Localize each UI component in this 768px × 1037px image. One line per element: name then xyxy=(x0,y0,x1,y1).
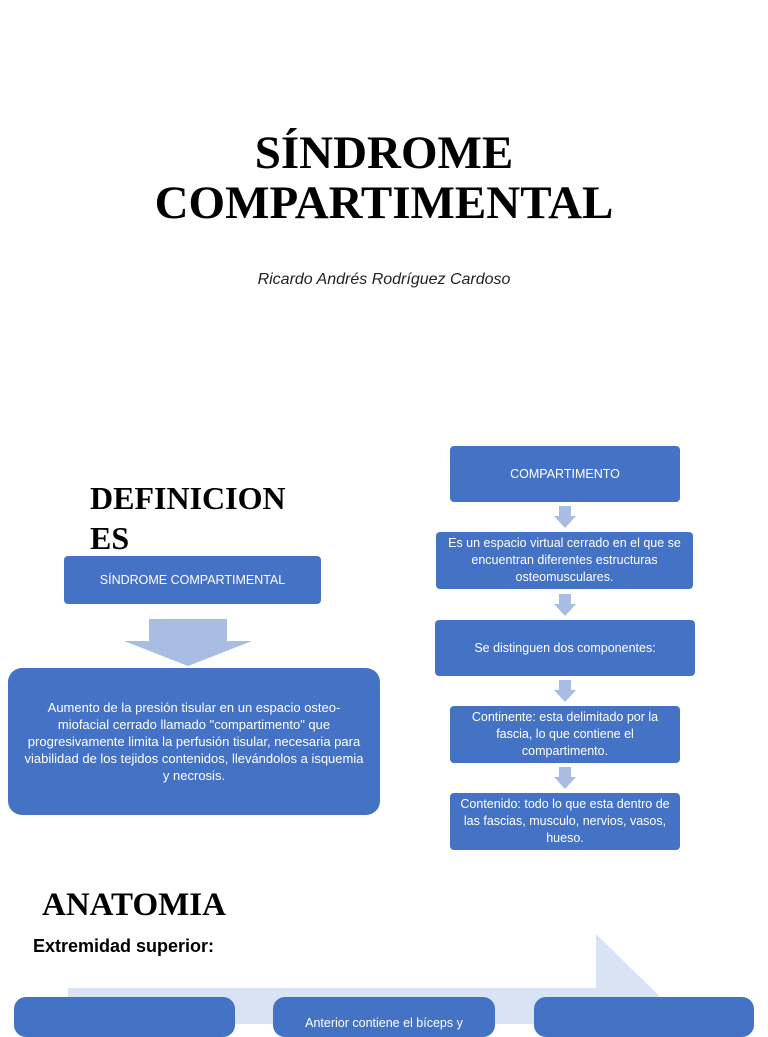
title-line-1: SÍNDROME xyxy=(254,127,514,179)
extremidad-superior-subheading: Extremidad superior: xyxy=(33,936,215,956)
definiciones-heading xyxy=(90,478,286,558)
compartimento-label: COMPARTIMENTO xyxy=(510,466,620,481)
sindrome-definition-text: Aumento de la presión tisular en un espacio osteo-miofacial cerrado llamado "compartimento" que progresivamente limita la perfusión tisular, necesaria para viabilidad de los tejidos contenidos, llevándolos a isquemia y necrosis. xyxy=(24,700,364,783)
continente-box xyxy=(450,706,680,763)
contenido-box xyxy=(450,793,680,850)
components-box xyxy=(435,620,695,676)
page-title xyxy=(0,128,768,228)
sindrome-definition-box xyxy=(8,668,380,815)
down-arrow-icon xyxy=(554,680,576,702)
down-arrow-icon xyxy=(124,619,252,666)
sindrome-compartimental-label-box xyxy=(64,556,321,604)
down-arrow-icon xyxy=(554,506,576,528)
anatomia-box-right xyxy=(534,997,754,1037)
title-line-2: COMPARTIMENTAL xyxy=(154,177,614,229)
contenido-text: Contenido: todo lo que esta dentro de las fascias, musculo, nervios, vasos, hueso. xyxy=(460,797,670,845)
compartimento-definition-text: Es un espacio virtual cerrado en el que se encuentran diferentes estructuras osteomusculares. xyxy=(448,536,681,584)
components-text: Se distinguen dos componentes: xyxy=(474,640,656,655)
anatomia-heading: ANATOMIA xyxy=(42,887,226,923)
compartimento-label-box xyxy=(450,446,680,502)
anatomia-box-middle xyxy=(273,997,495,1037)
continente-text: Continente: esta delimitado por la fascia, lo que contiene el compartimento. xyxy=(471,710,659,758)
anatomia-box-middle-text: Anterior contiene el bíceps y xyxy=(305,1016,463,1030)
sindrome-compartimental-label: SÍNDROME COMPARTIMENTAL xyxy=(99,572,286,587)
anatomia-box-left xyxy=(14,997,235,1037)
definiciones-heading-line-1: DEFINICION xyxy=(90,480,286,516)
definiciones-heading-line-2: ES xyxy=(90,520,130,556)
author-name: Ricardo Andrés Rodríguez Cardoso xyxy=(257,271,511,288)
compartimento-definition-box xyxy=(436,532,693,589)
down-arrow-icon xyxy=(554,767,576,789)
down-arrow-icon xyxy=(554,594,576,616)
